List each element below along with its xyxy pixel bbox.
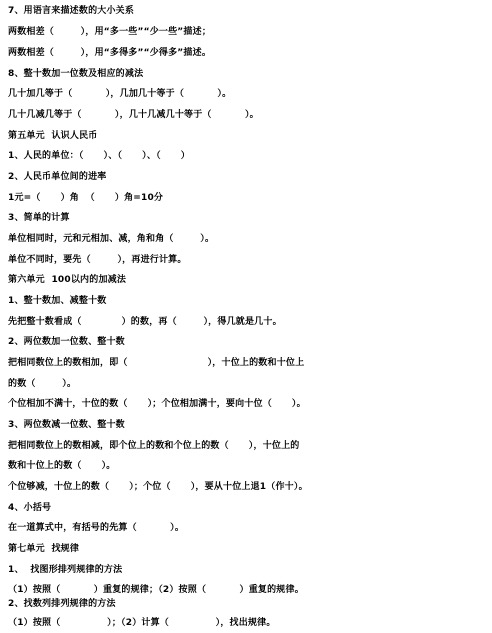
text-line: 个位相加不满十，十位的数（ ）；个位相加满十，要向十位（ ）。 [8, 399, 306, 409]
subheading: 2、人民币单位间的进率 [8, 172, 107, 182]
text-line: 两数相差（ ），用“多一些”“少一些”描述； [8, 27, 212, 37]
text-line: 个位够减，十位上的数（ ）；个位（ ），要从十位上退1（作十）。 [8, 482, 308, 492]
text-line: 数和十位上的数（ ）。 [8, 461, 116, 471]
text-line: 单位相同时，元和元相加、减，角和角（ ）。 [8, 234, 215, 244]
text-line: 把相同数位上的数相加，即（ ），十位上的数和十位上 [8, 358, 305, 368]
subheading: 2、找数列排列规律的方法 [8, 599, 116, 609]
text-line: 单位不同时，要先（ ），再进行计算。 [8, 255, 187, 265]
subheading: 2、两位数加一位数、整十数 [8, 337, 125, 347]
unit-7-title: 第七单元 找规律 [8, 544, 80, 554]
text-line: （1）按照（ ）重复的规律；（2）按照（ ）重复的规律。 [8, 585, 304, 595]
text-line: 几十几减几等于（ ），几十几减几十等于（ ）。 [8, 110, 259, 120]
text-line: 1元=（ ）角 （ ）角=10分 [8, 193, 164, 203]
unit-5-title: 第五单元 认识人民币 [8, 131, 98, 141]
subheading: 3、简单的计算 [8, 213, 70, 223]
subheading: 4、小括号 [8, 503, 52, 513]
subheading: 1、整十数加、减整十数 [8, 296, 107, 306]
heading-7-number-comparison: 7、用语言来描述数的大小关系 [8, 6, 135, 16]
text-line: 在一道算式中，有括号的先算（ ）。 [8, 523, 185, 533]
subheading: 3、两位数减一位数、整十数 [8, 420, 125, 430]
text-line: 1、人民的单位：（ ）、（ ）、（ ） [8, 151, 190, 161]
text-line: 先把整十数看成（ ）的数，再（ ），得几就是几十。 [8, 317, 282, 327]
text-line: 把相同数位上的数相减，即个位上的数和个位上的数（ ），十位上的 [8, 441, 300, 451]
heading-8-tens-plus-ones: 8、整十数加一位数及相应的减法 [8, 69, 144, 79]
text-line: 两数相差（ ），用“多得多”“少得多”描述。 [8, 48, 212, 58]
text-line: 的数（ ）。 [8, 379, 77, 389]
text-line: （1）按照（ ）；（2）计算（ ），找出规律。 [8, 618, 276, 628]
subheading: 1、 找图形排列规律的方法 [8, 565, 123, 575]
text-line: 几十加几等于（ ），几加几十等于（ ）。 [8, 89, 232, 99]
unit-6-title: 第六单元 100以内的加减法 [8, 275, 127, 285]
